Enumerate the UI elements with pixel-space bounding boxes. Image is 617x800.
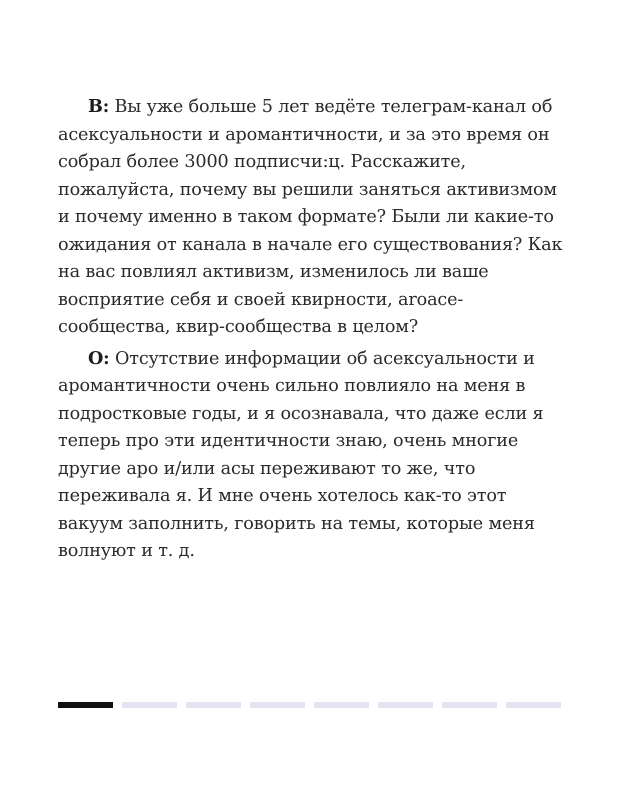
- progress-segment-1[interactable]: [58, 702, 113, 708]
- slide-progress-indicator: [58, 702, 561, 708]
- answer-label: О:: [88, 347, 110, 369]
- answer-text: Отсутствие информации об асексуальности и аромантичности очень сильно повлияло на меня в подростковые годы, и я осознавала, что даже если я теперь про эти идентичности знаю, очень многие другие аро и/или асы переживают то же, что переживала я. И мне очень хотелось как-то этот вакуум заполнить, говорить на темы, которые меня волнуют и т. д.: [58, 348, 544, 561]
- answer-paragraph: [58, 345, 563, 566]
- progress-segment-8[interactable]: [506, 702, 561, 708]
- question-text: Вы уже больше 5 лет ведёте телеграм-канал об асексуальности и аромантичности, и за это время он собрал более 3000 подписчи:ц. Расскажите, пожалуйста, почему вы решили заняться активизмом и почему именно в таком формате? Были ли какие-то ожидания от канала в начале его существования? Как на вас повлиял активизм, изменилось ли ваше восприятие себя и своей квирности, aroace-сообщества, квир-сообщества в целом?: [58, 97, 563, 337]
- progress-segment-4[interactable]: [250, 702, 305, 708]
- progress-segment-6[interactable]: [378, 702, 433, 708]
- question-label: В:: [88, 96, 110, 117]
- progress-segment-2[interactable]: [122, 702, 177, 708]
- progress-segment-3[interactable]: [186, 702, 241, 708]
- progress-segment-7[interactable]: [442, 702, 497, 708]
- interview-text: [58, 93, 563, 569]
- progress-segment-5[interactable]: [314, 702, 369, 708]
- question-paragraph: [58, 93, 563, 342]
